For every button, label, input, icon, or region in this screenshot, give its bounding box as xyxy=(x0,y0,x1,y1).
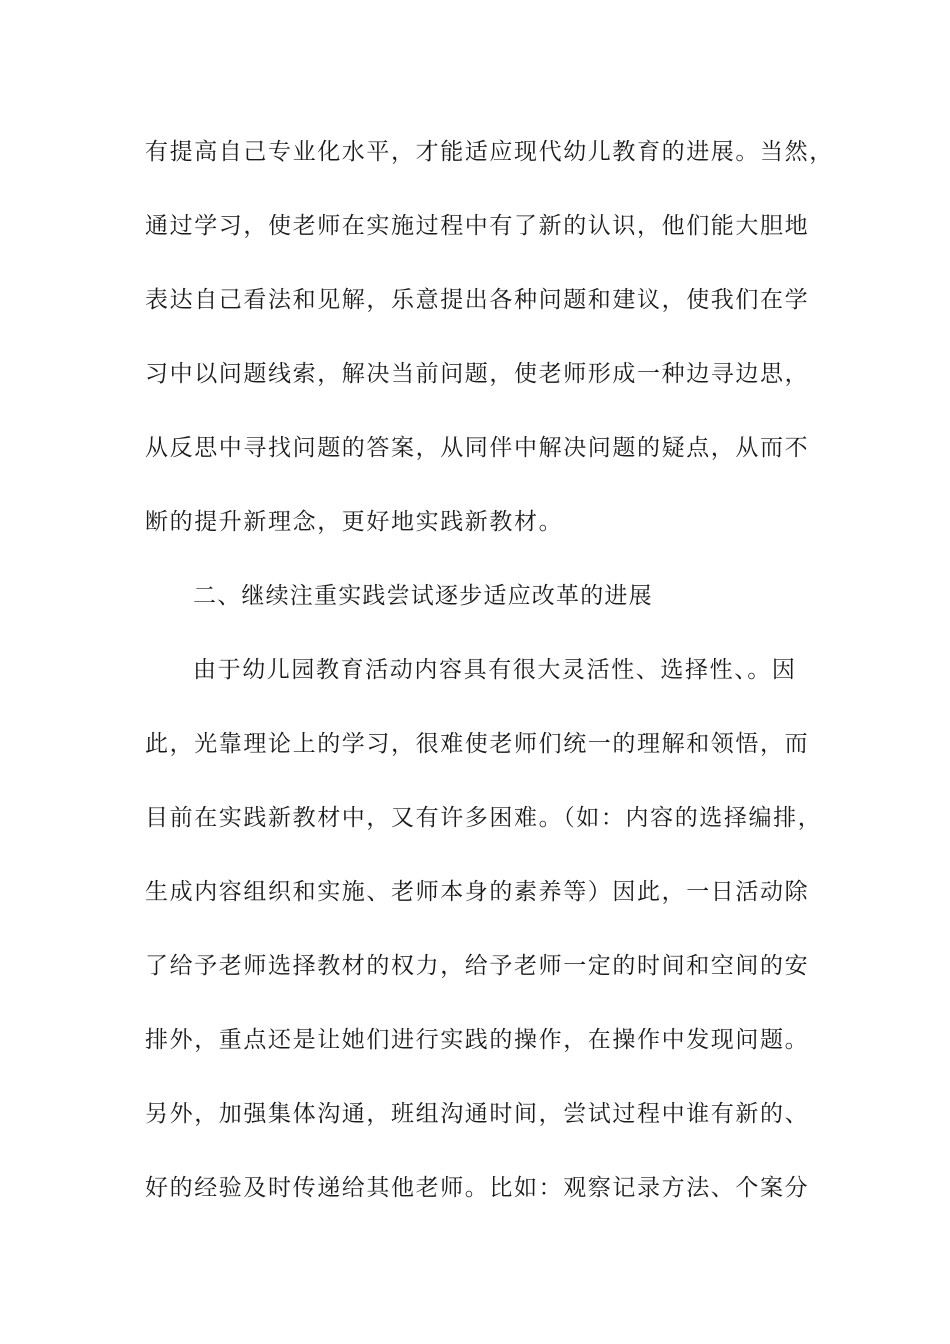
paragraph-line: 从反思中寻找问题的答案，从同伴中解决问题的疑点，从而不 xyxy=(145,435,810,461)
paragraph-line: 由于幼儿园教育活动内容具有很大灵活性、选择性、。因 xyxy=(193,657,797,683)
paragraph-line: 排外，重点还是让她们进行实践的操作，在操作中发现问题。 xyxy=(145,1027,810,1053)
paragraph-line: 了给予老师选择教材的权力，给予老师一定的时间和空间的安 xyxy=(145,953,810,979)
paragraph-line: 另外，加强集体沟通，班组沟通时间，尝试过程中谁有新的、 xyxy=(145,1101,810,1127)
paragraph-line: 习中以问题线索，解决当前问题，使老师形成一种边寻边思， xyxy=(145,361,810,387)
paragraph-line: 通过学习，使老师在实施过程中有了新的认识，他们能大胆地 xyxy=(145,213,810,239)
section-heading: 二、继续注重实践尝试逐步适应改革的进展 xyxy=(193,583,653,609)
paragraph-line: 目前在实践新教材中，又有许多困难。（如：内容的选择编排， xyxy=(145,805,823,831)
paragraph-line: 断的提升新理念，更好地实践新教材。 xyxy=(145,509,564,535)
paragraph-line: 有提高自己专业化水平，才能适应现代幼儿教育的进展。当然， xyxy=(145,139,834,165)
paragraph-line: 表达自己看法和见解，乐意提出各种问题和建议，使我们在学 xyxy=(145,287,810,313)
paragraph-line: 生成内容组织和实施、老师本身的素养等）因此，一日活动除 xyxy=(145,879,810,905)
paragraph-line: 好的经验及时传递给其他老师。比如：观察记录方法、个案分 xyxy=(145,1175,810,1201)
paragraph-line: 此，光靠理论上的学习，很难使老师们统一的理解和领悟，而 xyxy=(145,731,810,757)
